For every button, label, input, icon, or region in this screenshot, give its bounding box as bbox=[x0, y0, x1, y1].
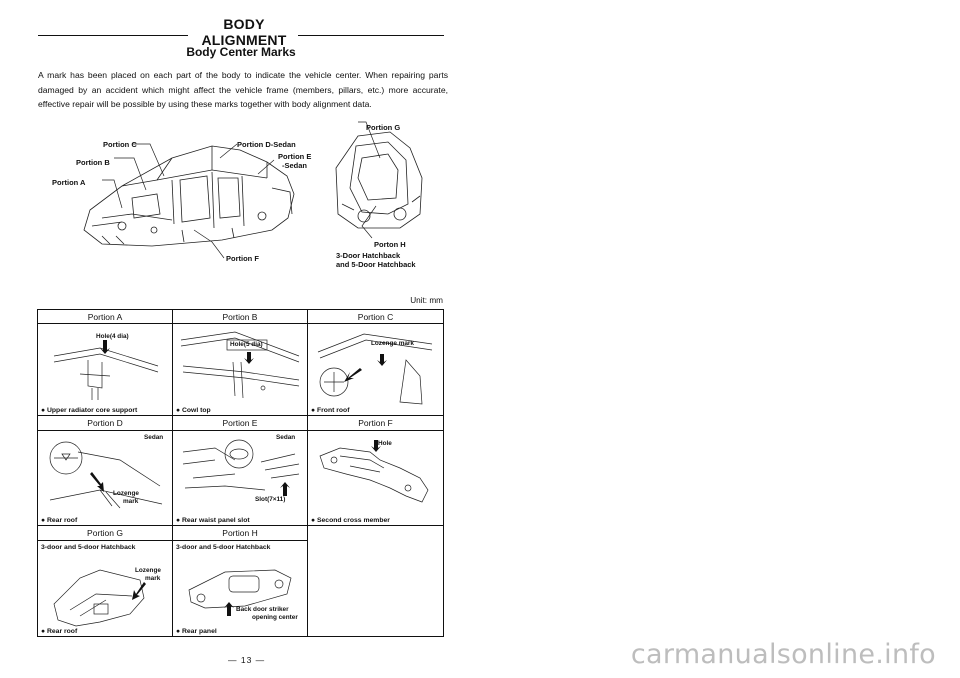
note-lozenge-d-2: mark bbox=[123, 498, 139, 505]
note-hole-5: Hole(5 dia) bbox=[230, 341, 263, 348]
note-lozenge-g-2: mark bbox=[145, 575, 161, 582]
portion-table bbox=[37, 309, 444, 637]
sedan-body-illustration bbox=[62, 118, 322, 258]
header-portion-d: Portion D bbox=[87, 418, 123, 428]
label-portion-g: Portion G bbox=[366, 123, 401, 132]
caption-front-roof: ● Front roof bbox=[311, 407, 350, 414]
portion-f-drawing bbox=[310, 434, 440, 514]
caption-second-cross: ● Second cross member bbox=[311, 517, 390, 524]
note-lozenge-c: Lozenge mark bbox=[371, 340, 414, 347]
sub-hatchback-g: 3-door and 5-door Hatchback bbox=[41, 544, 136, 551]
caption-rear-roof-d: ● Rear roof bbox=[41, 517, 78, 524]
header-rule-left bbox=[38, 35, 188, 36]
header-portion-a: Portion A bbox=[87, 312, 123, 322]
note-hole-4: Hole(4 dia) bbox=[96, 333, 129, 340]
row2-header-line bbox=[38, 430, 443, 431]
label-portion-h: Porton H bbox=[374, 240, 406, 249]
row-divider-1 bbox=[38, 415, 443, 416]
caption-rear-waist: ● Rear waist panel slot bbox=[176, 517, 250, 524]
label-portion-c: Portion C bbox=[103, 140, 137, 149]
header-portion-f: Portion F bbox=[358, 418, 393, 428]
note-slot: Slot(7×11) bbox=[255, 496, 286, 503]
caption-rear-panel: ● Rear panel bbox=[176, 628, 217, 635]
caption-cowl-top: ● Cowl top bbox=[176, 407, 211, 414]
note-back-door-2: opening center bbox=[252, 614, 298, 621]
header-portion-e: Portion E bbox=[222, 418, 258, 428]
sub-hatchback-h: 3-door and 5-door Hatchback bbox=[176, 544, 271, 551]
unit-label: Unit: mm bbox=[410, 296, 443, 305]
header-portion-h: Portion H bbox=[222, 528, 258, 538]
header-rule-right bbox=[298, 35, 444, 36]
row3-header-line bbox=[38, 540, 308, 541]
header-portion-b: Portion B bbox=[222, 312, 258, 322]
tag-sedan-d: Sedan bbox=[144, 434, 164, 441]
col-divider-1 bbox=[172, 310, 173, 636]
intro-paragraph: A mark has been placed on each part of the body to indicate the vehicle center. When repairing parts damaged by an accident which might affect the vehicle frame (members, pillars, etc.) more accurate, effective repair will be possible by using these marks together with body alignment data. bbox=[38, 70, 448, 109]
label-portion-a: Portion A bbox=[52, 178, 86, 187]
note-hole-f: Hole bbox=[378, 440, 392, 447]
label-portion-e-1: Portion E bbox=[278, 152, 312, 161]
row1-header-line bbox=[38, 323, 443, 324]
hatchback-rear-illustration bbox=[328, 118, 428, 248]
portion-e-drawing bbox=[175, 434, 305, 514]
note-back-door-1: Back door striker bbox=[236, 606, 289, 613]
tag-sedan-e: Sedan bbox=[276, 434, 296, 441]
label-portion-b: Portion B bbox=[76, 158, 110, 167]
page-subtitle: Body Center Marks bbox=[186, 45, 296, 59]
portion-b-drawing bbox=[175, 326, 305, 406]
watermark: carmanualsonline.info bbox=[630, 639, 936, 670]
caption-rear-roof-g: ● Rear roof bbox=[41, 628, 78, 635]
caption-upper-radiator: ● Upper radiator core support bbox=[41, 407, 138, 414]
row-divider-2 bbox=[38, 525, 443, 526]
portion-g-drawing bbox=[40, 554, 170, 634]
col-divider-2 bbox=[307, 310, 308, 636]
page-number: — 13 — bbox=[228, 655, 266, 665]
label-portion-d: Portion D-Sedan bbox=[237, 140, 296, 149]
portion-d-drawing bbox=[40, 434, 170, 514]
header-portion-g: Portion G bbox=[87, 528, 123, 538]
hatch-caption-1: 3-Door Hatchback bbox=[336, 251, 401, 260]
portion-c-drawing bbox=[310, 326, 440, 406]
hatch-caption-2: and 5-Door Hatchback bbox=[336, 260, 416, 269]
label-portion-f: Portion F bbox=[226, 254, 259, 263]
label-portion-e-2: -Sedan bbox=[282, 161, 308, 170]
portion-h-drawing bbox=[175, 554, 305, 634]
section-title: BODY ALIGNMENT bbox=[201, 16, 287, 48]
header-portion-c: Portion C bbox=[357, 312, 394, 322]
note-lozenge-g-1: Lozenge bbox=[135, 567, 161, 574]
note-lozenge-d-1: Lozenge bbox=[113, 490, 139, 497]
